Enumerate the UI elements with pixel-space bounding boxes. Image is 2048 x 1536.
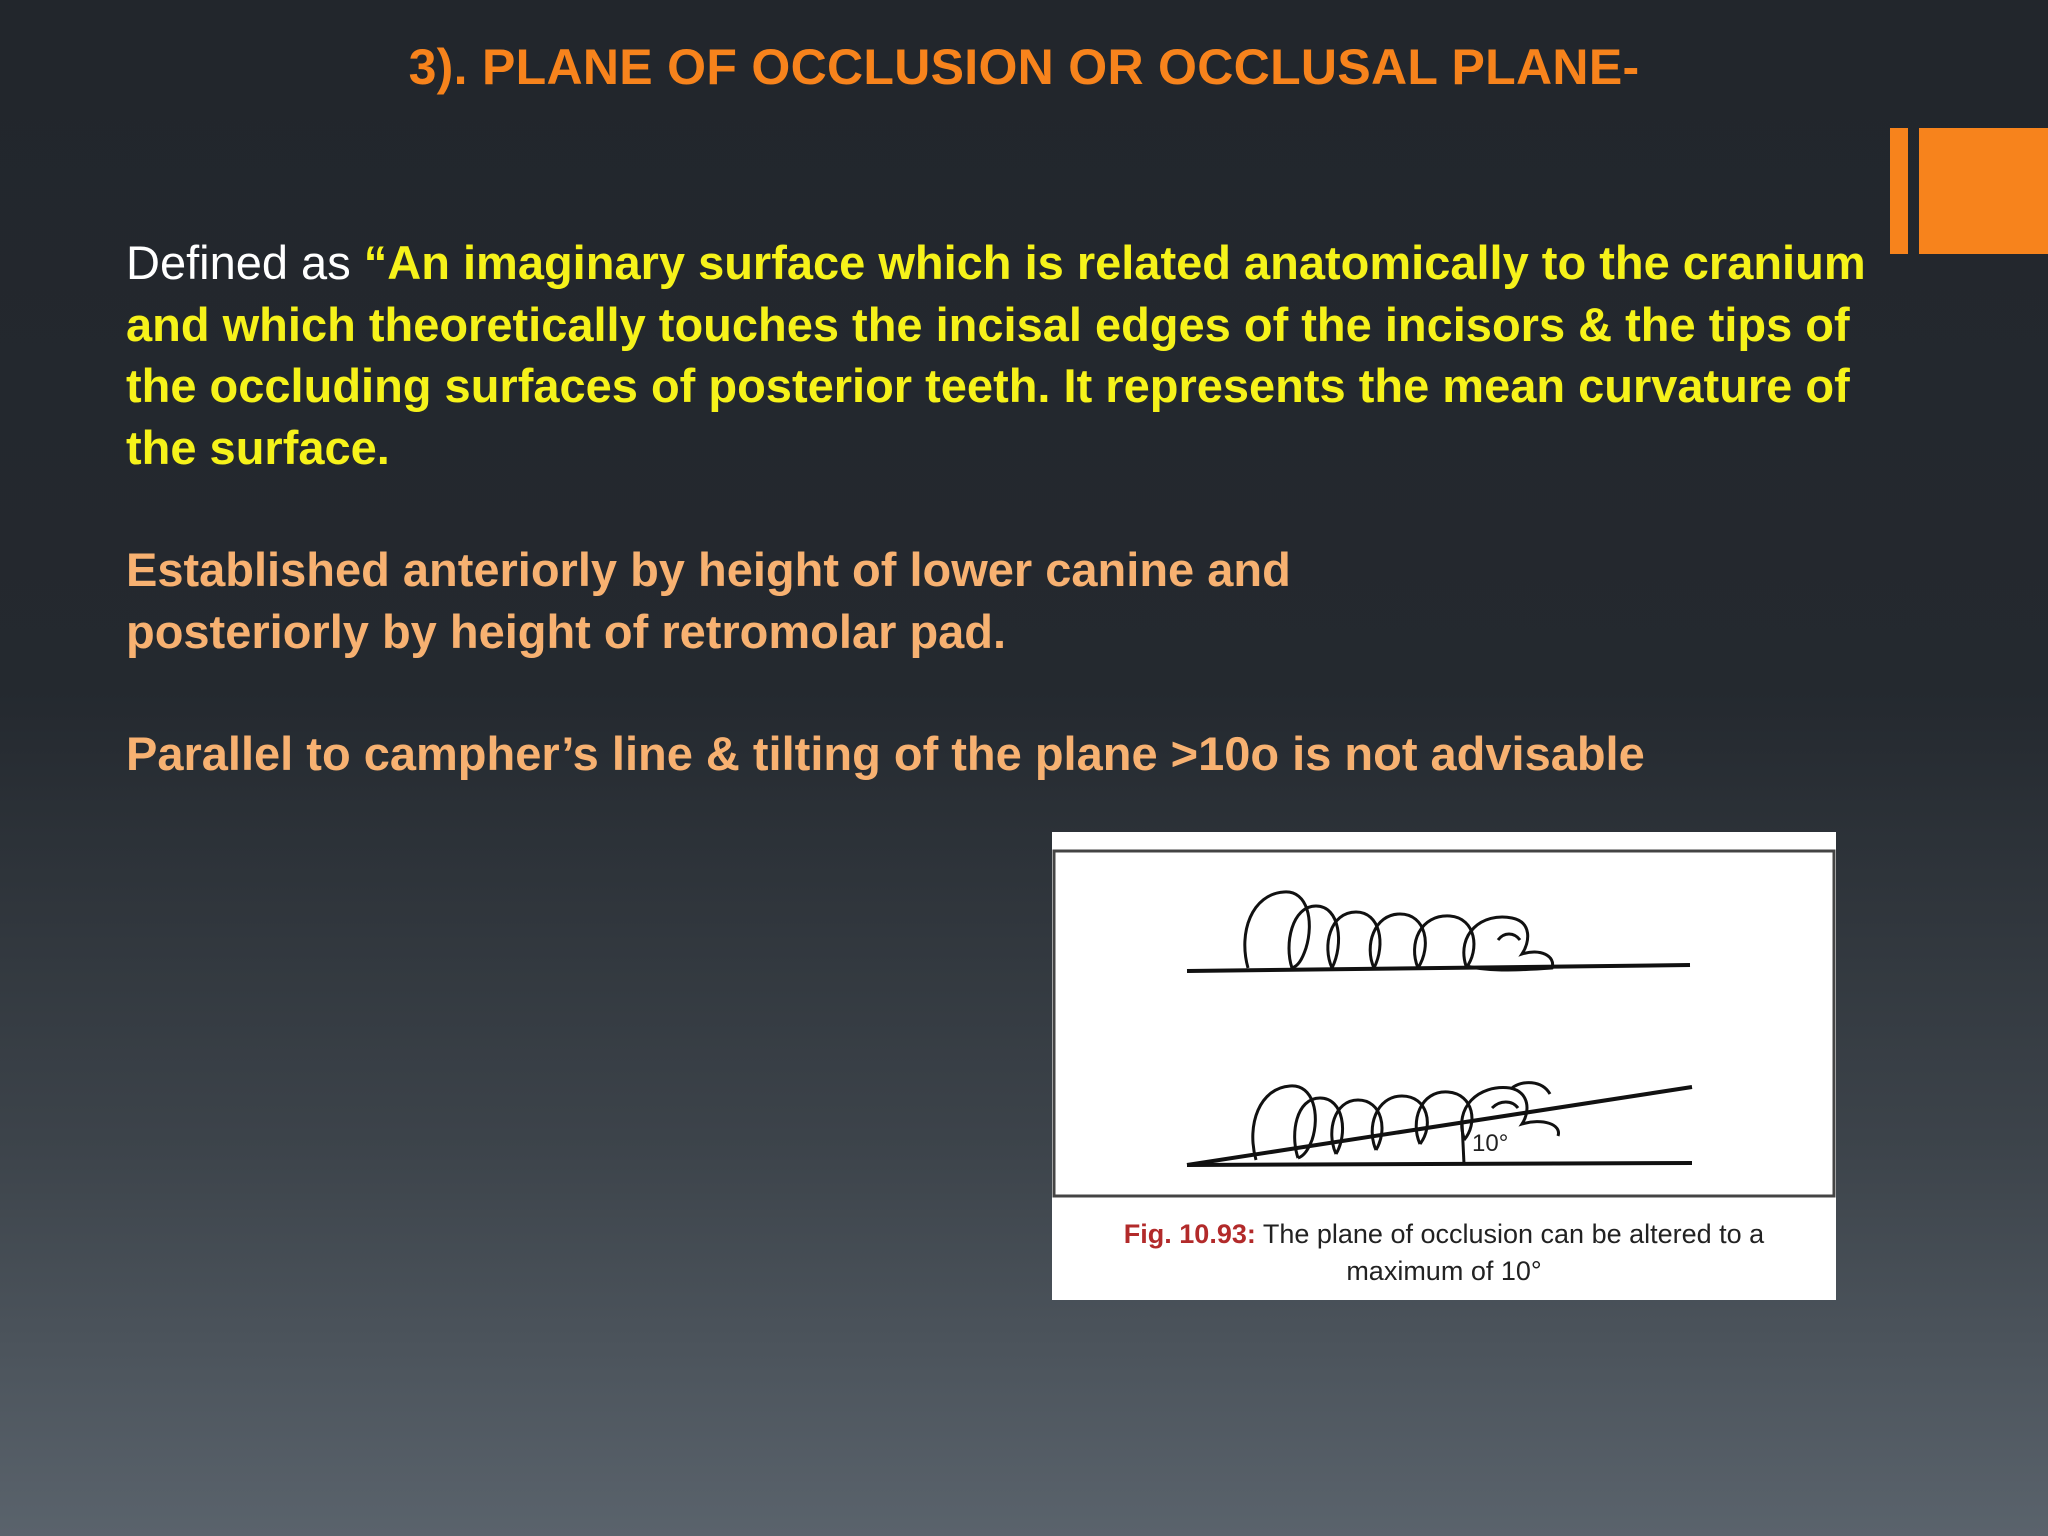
definition-lead: Defined as [126, 236, 364, 289]
angle-marker [1462, 1122, 1464, 1164]
figure-caption-label: Fig. 10.93: [1123, 1219, 1256, 1249]
figure-frame [1054, 851, 1834, 1196]
parallel-statement: Parallel to campher’s line & tilting of the plane >10o is not advisable [126, 727, 1645, 780]
reference-line [1187, 1163, 1692, 1165]
definition-quote: “An imaginary surface which is related anatomically to the cranium and which theoretically touches the incisal edges of the incisors & the tips of the occluding surfaces of posterior teeth. It represents the mean curvature of the surface. [126, 236, 1866, 474]
definition-paragraph [126, 232, 1926, 478]
slide-body [126, 232, 1926, 785]
angle-label: 10° [1472, 1130, 1509, 1157]
tilted-occlusal-line [1187, 1087, 1692, 1165]
established-line-2: posteriorly by height of retromolar pad. [126, 604, 1007, 658]
upper-occlusal-line [1187, 965, 1690, 971]
occlusal-plane-figure [1052, 832, 1836, 1300]
slide-title: 3). PLANE OF OCCLUSION OR OCCLUSAL PLANE- [408, 39, 1640, 95]
established-line-1: Established anteriorly by height of lower canine and [126, 543, 1291, 596]
figure-caption-text: The plane of occlusion can be altered to a maximum of 10° [1255, 1219, 1765, 1286]
upper-teeth-row [1245, 892, 1553, 970]
accent-block [1919, 128, 2048, 254]
figure-caption [1070, 1216, 1818, 1290]
